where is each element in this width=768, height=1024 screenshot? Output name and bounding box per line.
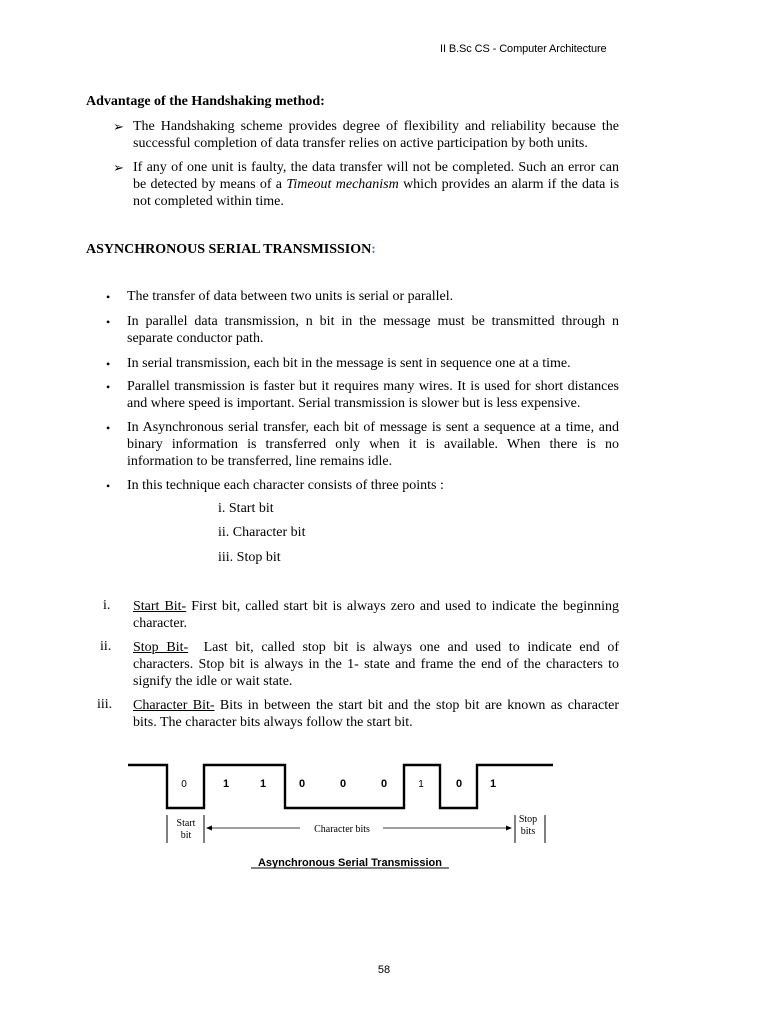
bullet-icon: • xyxy=(106,380,111,394)
bit-label: 1 xyxy=(489,778,497,790)
async-bullet-5: In Asynchronous serial transfer, each bit of message is sent a sequence at a time, and binary information is transferred only when it is available. When there is no information to be transferred, line remains idle. xyxy=(127,420,619,469)
def-number: iii. xyxy=(97,697,113,712)
async-bullet-3: In serial transmission, each bit in the message is sent in sequence one at a time. xyxy=(127,356,571,371)
character-bits-label: Character bits xyxy=(314,824,370,835)
bit-label: 1 xyxy=(222,778,230,790)
advantage-heading: Advantage of the Handshaking method: xyxy=(86,94,325,109)
advantage-item-2: If any of one unit is faulty, the data transfer will not be completed. Such an error can be detected by means of a Timeout mechanism which provides an alarm if the data is not completed within time. xyxy=(133,160,620,209)
right-arrowhead-icon xyxy=(506,826,512,831)
bullet-icon: • xyxy=(106,421,111,435)
async-bullet-2: In parallel data transmission, n bit in the message must be transmitted through n separate conductor path. xyxy=(127,314,619,346)
start-bit-term: Start Bit- xyxy=(133,599,187,614)
async-bullet-4: Parallel transmission is faster but it requires many wires. It is used for short distances and where speed is important. Serial transmission is slower but is less expensive. xyxy=(127,379,619,411)
bullet-icon: • xyxy=(106,479,111,493)
bit-label: 0 xyxy=(339,778,347,790)
def-number: ii. xyxy=(100,639,112,654)
page-header: II B.Sc CS - Computer Architecture xyxy=(440,43,607,55)
bullet-icon: • xyxy=(106,315,111,329)
point-character-bit: ii. Character bit xyxy=(218,525,306,540)
def-number: i. xyxy=(103,598,111,613)
bit-label: 0 xyxy=(181,779,187,790)
async-bullet-1: The transfer of data between two units is serial or parallel. xyxy=(127,289,454,304)
point-stop-bit: iii. Stop bit xyxy=(218,550,281,565)
bullet-icon: • xyxy=(106,357,111,371)
stop-bit-term: Stop Bit- xyxy=(133,640,189,655)
start-bit-label-1: Start xyxy=(176,818,196,829)
arrow-bullet-icon: ➢ xyxy=(113,160,124,175)
timeout-mechanism-term: Timeout mechanism xyxy=(286,177,399,192)
bit-label: 0 xyxy=(455,778,463,790)
stop-bits-label-2: bits xyxy=(520,826,536,837)
bit-label: 1 xyxy=(418,779,424,790)
bit-label: 1 xyxy=(259,778,267,790)
def-stop-bit: Stop Bit- Last bit, called stop bit is always one and used to indicate end of characters. Stop bit is always in the 1- state and frame the end of the characters to signify the idle or wait state. xyxy=(133,640,619,689)
bullet-icon: • xyxy=(106,290,111,304)
advantage-item-1: The Handshaking scheme provides degree of flexibility and reliability because the successful completion of data transfer relies on active participation by both units. xyxy=(133,119,619,151)
bit-label: 0 xyxy=(380,778,388,790)
point-start-bit: i. Start bit xyxy=(218,501,274,516)
figure-caption: Asynchronous Serial Transmission xyxy=(257,857,443,869)
left-arrowhead-icon xyxy=(206,826,212,831)
stop-bits-label-1: Stop xyxy=(518,814,538,825)
bit-label: 0 xyxy=(298,778,306,790)
async-bullet-6: In this technique each character consists of three points : xyxy=(127,478,444,493)
def-start-bit: Start Bit- First bit, called start bit is always zero and used to indicate the beginning character. xyxy=(133,599,619,631)
start-bit-label-2: bit xyxy=(180,830,192,841)
async-heading: ASYNCHRONOUS SERIAL TRANSMISSION: xyxy=(86,242,376,257)
character-bit-term: Character Bit- xyxy=(133,698,215,713)
arrow-bullet-icon: ➢ xyxy=(113,119,124,134)
def-character-bit: Character Bit- Bits in between the start bit and the stop bit are known as character bits. The character bits always follow the start bit. xyxy=(133,698,619,730)
page-number: 58 xyxy=(377,964,391,976)
